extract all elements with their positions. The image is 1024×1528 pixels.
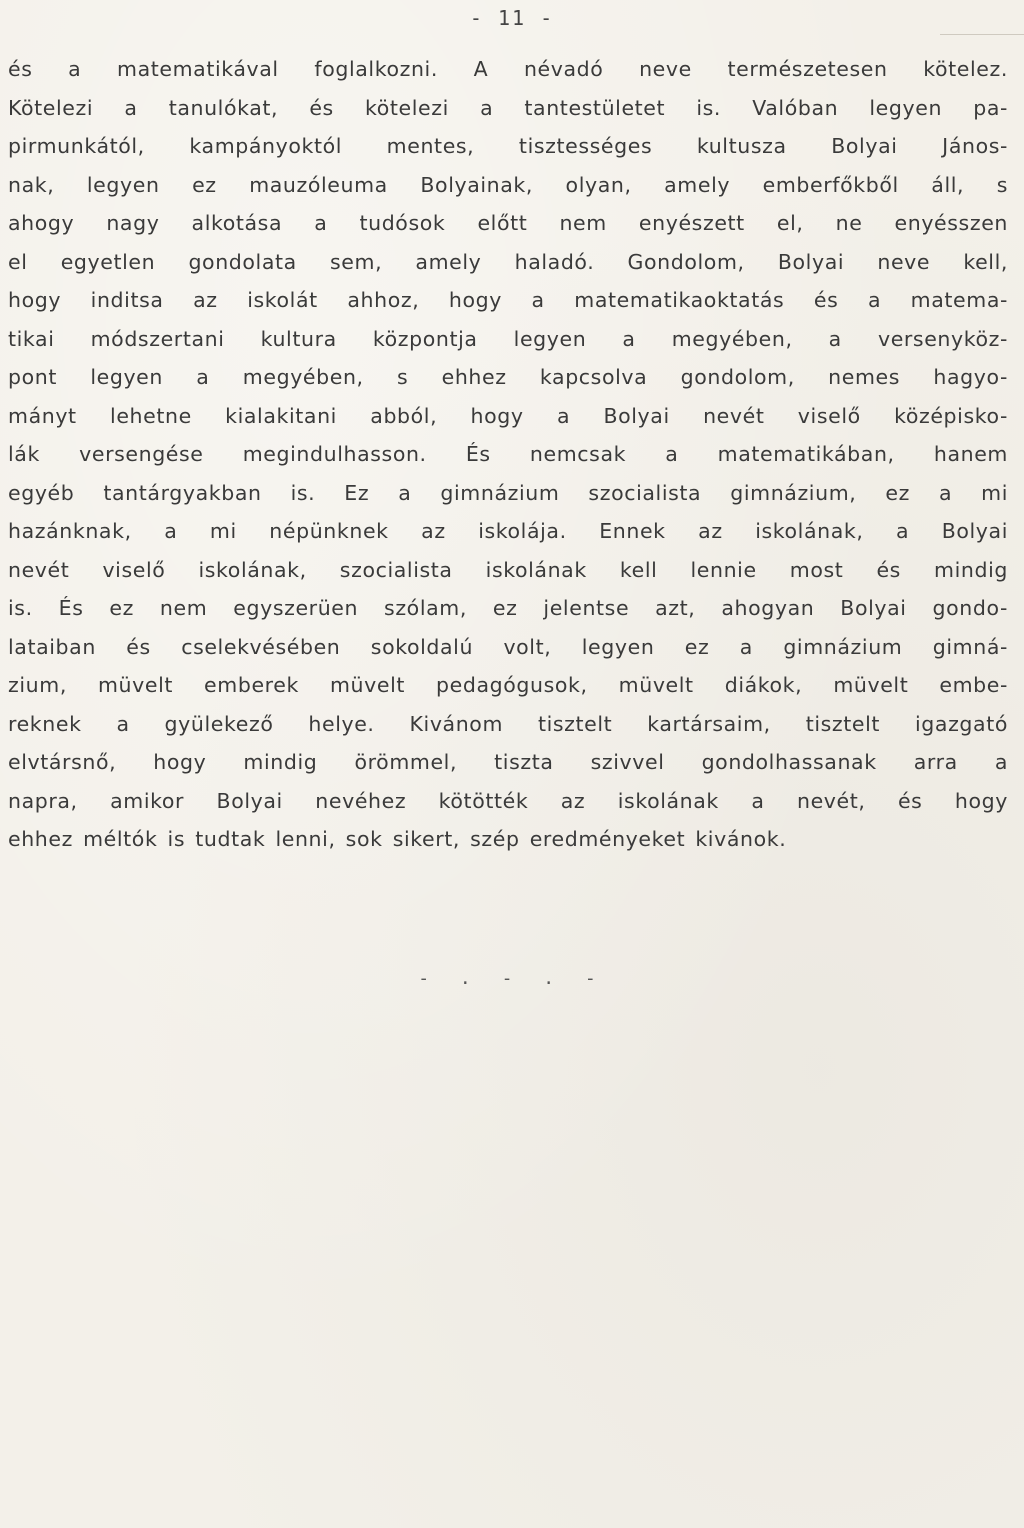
text-line: el egyetlen gondolata sem, amely haladó. Gondolom, Bolyai neve kell, xyxy=(8,249,1008,274)
text-line: egyéb tantárgyakban is. Ez a gimnázium szocialista gimnázium, ez a mi xyxy=(8,480,1008,505)
text-line: is. És ez nem egyszerüen szólam, ez jelentse azt, ahogyan Bolyai gondo- xyxy=(8,596,1008,620)
top-rule xyxy=(940,34,1024,35)
text-line: zium, müvelt emberek müvelt pedagógusok, müvelt diákok, müvelt embe- xyxy=(8,673,1008,697)
text-line: nevét viselő iskolának, szocialista iskolának kell lennie most és mindig xyxy=(8,557,1008,582)
text-line: nak, legyen ez mauzóleuma Bolyainak, olyan, amely emberfőkből áll, s xyxy=(8,172,1008,197)
text-line: napra, amikor Bolyai nevéhez kötötték az iskolának a nevét, és hogy xyxy=(8,788,1008,813)
text-line: tikai módszertani kultura központja legyen a megyében, a versenyköz- xyxy=(8,326,1008,351)
body-text xyxy=(8,50,1008,859)
text-line: hazánknak, a mi népünknek az iskolája. Ennek az iskolának, a Bolyai xyxy=(8,519,1008,543)
text-line: elvtársnő, hogy mindig örömmel, tiszta szivvel gondolhassanak arra a xyxy=(8,750,1008,774)
text-line: és a matematikával foglalkozni. A névadó neve természetesen kötelez. xyxy=(8,57,1008,81)
text-line: lák versengése megindulhasson. És nemcsak a matematikában, hanem xyxy=(8,442,1008,466)
text-line: mányt lehetne kialakitani abból, hogy a Bolyai nevét viselő középisko- xyxy=(8,403,1008,428)
text-line: hogy inditsa az iskolát ahhoz, hogy a matematikaoktatás és a matema- xyxy=(8,288,1008,312)
text-line: ahogy nagy alkotása a tudósok előtt nem enyészett el, ne enyésszen xyxy=(8,211,1008,235)
text-line: pirmunkától, kampányoktól mentes, tisztességes kultusza Bolyai János- xyxy=(8,134,1008,158)
text-line: ehhez méltók is tudtak lenni, sok sikert, szép eredményeket kivánok. xyxy=(8,827,787,851)
end-mark: - . - . - xyxy=(418,968,606,989)
text-line: pont legyen a megyében, s ehhez kapcsolva gondolom, nemes hagyo- xyxy=(8,365,1008,389)
text-line: Kötelezi a tanulókat, és kötelezi a tantestületet is. Valóban legyen pa- xyxy=(8,95,1008,120)
text-line: reknek a gyülekező helye. Kivánom tisztelt kartársaim, tisztelt igazgató xyxy=(8,711,1008,736)
page-number: - 11 - xyxy=(469,6,555,30)
text-line: lataiban és cselekvésében sokoldalú volt, legyen ez a gimnázium gimná- xyxy=(8,634,1008,659)
